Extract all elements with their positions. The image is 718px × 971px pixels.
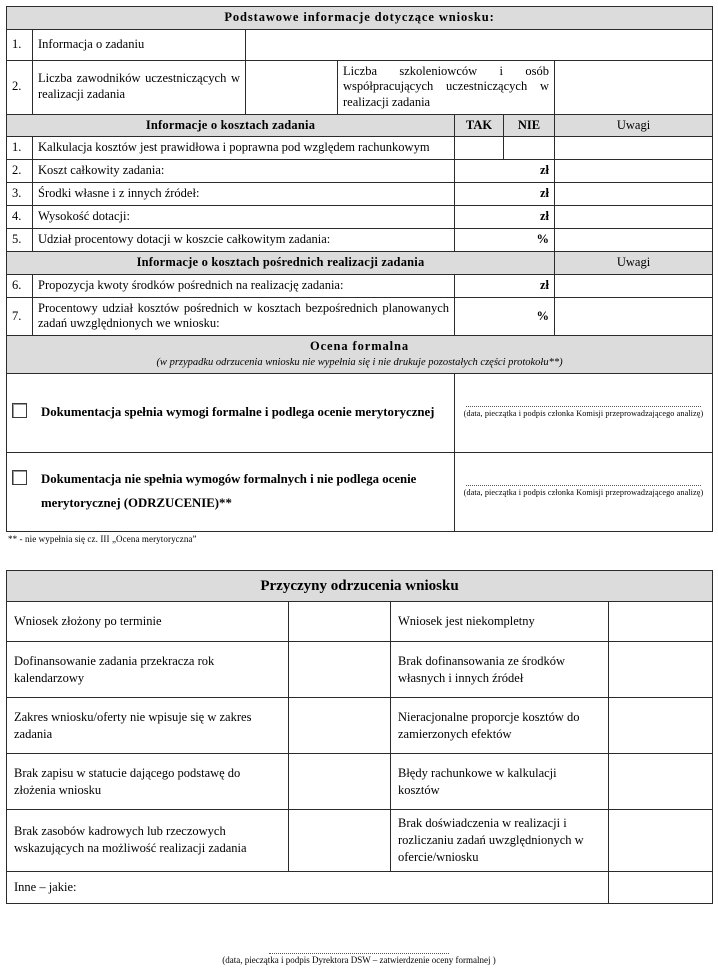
- checkbox-accept-icon[interactable]: [12, 403, 27, 418]
- reason-check-1-right[interactable]: [609, 602, 713, 642]
- row2-label-2: Liczba szkoleniowców i osób współpracujących uczestniczących w realizacji zadania: [338, 60, 555, 114]
- reason-check-1-left[interactable]: [289, 602, 391, 642]
- table-row: [7, 810, 713, 872]
- costs-row-4-label: Wysokość dotacji:: [33, 206, 455, 229]
- reason-check-2-left[interactable]: [289, 642, 391, 698]
- costs-row-3-uwagi-cell[interactable]: [555, 183, 713, 206]
- reason-label-3-right: Nieracjonalne proporcje kosztów do zamierzonych efektów: [391, 698, 609, 754]
- footnote: ** - nie wypełnia się cz. III „Ocena merytoryczna”: [8, 533, 197, 544]
- indirect-row-6-number: 6.: [7, 274, 33, 297]
- other-reason-row: [7, 871, 713, 903]
- costs-row-3-label: Środki własne i z innych źródeł:: [33, 183, 455, 206]
- costs-row-5: [7, 229, 713, 252]
- signature-line-2: [466, 485, 701, 486]
- costs-row-4-uwagi-cell[interactable]: [555, 206, 713, 229]
- signature-line-1: [466, 406, 701, 407]
- indirect-header-row: [7, 252, 713, 275]
- row1-number: 1.: [7, 29, 33, 60]
- indirect-row-6-uwagi-cell[interactable]: [555, 274, 713, 297]
- formal-option-1-row: [7, 373, 713, 452]
- reason-label-5-right: Brak doświadczenia w realizacji i rozliczaniu zadań uwzględnionych w ofercie/wniosku: [391, 810, 609, 872]
- costs-row-1-nie-cell[interactable]: [504, 137, 555, 160]
- director-signature-block: [0, 953, 718, 965]
- formal-assessment-header: [7, 336, 713, 374]
- table2-title: Przyczyny odrzucenia wniosku: [7, 570, 713, 601]
- costs-row-2-label: Koszt całkowity zadania:: [33, 160, 455, 183]
- reason-check-5-right[interactable]: [609, 810, 713, 872]
- costs-row-4-unit[interactable]: zł: [455, 206, 555, 229]
- reason-check-3-left[interactable]: [289, 698, 391, 754]
- checkbox-reject-icon[interactable]: [12, 470, 27, 485]
- costs-row-2-uwagi-cell[interactable]: [555, 160, 713, 183]
- costs-row-1-number: 1.: [7, 137, 33, 160]
- reason-check-3-right[interactable]: [609, 698, 713, 754]
- row2-value-field-left[interactable]: [246, 60, 338, 114]
- costs-row-1: [7, 137, 713, 160]
- indirect-row-7-unit[interactable]: %: [455, 297, 555, 335]
- rejection-reasons-table: [6, 570, 713, 904]
- indirect-row-7-number: 7.: [7, 297, 33, 335]
- formal-option-1-cell[interactable]: [7, 373, 455, 452]
- signature-caption-2: (data, pieczątka i podpis członka Komisji przeprowadzającego analizę): [463, 488, 704, 498]
- costs-row-5-unit[interactable]: %: [455, 229, 555, 252]
- costs-row-3-unit[interactable]: zł: [455, 183, 555, 206]
- formal-assessment-subtitle: (w przypadku odrzucenia wniosku nie wypełnia się i nie drukuje pozostałych części protokołu**): [156, 356, 563, 368]
- formal-option-2-cell[interactable]: [7, 452, 455, 531]
- reason-label-5-left: Brak zasobów kadrowych lub rzeczowych wskazujących na możliwość realizacji zadania: [7, 810, 289, 872]
- reason-check-2-right[interactable]: [609, 642, 713, 698]
- indirect-row-7-uwagi-cell[interactable]: [555, 297, 713, 335]
- reason-label-4-right: Błędy rachunkowe w kalkulacji kosztów: [391, 754, 609, 810]
- table2-title-row: [7, 570, 713, 601]
- costs-row-1-label: Kalkulacja kosztów jest prawidłowa i poprawna pod względem rachunkowym: [33, 137, 455, 160]
- formal-option-1-signature-cell[interactable]: [455, 373, 713, 452]
- other-reason-label[interactable]: Inne – jakie:: [7, 871, 609, 903]
- row1-value-field[interactable]: [246, 29, 713, 60]
- costs-row-1-tak-cell[interactable]: [455, 137, 504, 160]
- costs-row-3: [7, 183, 713, 206]
- costs-row-4-number: 4.: [7, 206, 33, 229]
- reason-check-4-left[interactable]: [289, 754, 391, 810]
- formal-option-2-row: [7, 452, 713, 531]
- costs-row-4: [7, 206, 713, 229]
- table1-title: Podstawowe informacje dotyczące wniosku:: [7, 7, 713, 30]
- indirect-header-title: Informacje o kosztach pośrednich realizacji zadania: [7, 252, 555, 275]
- reason-label-1-left: Wniosek złożony po terminie: [7, 602, 289, 642]
- costs-row-1-uwagi-cell[interactable]: [555, 137, 713, 160]
- row-informacja-o-zadaniu: [7, 29, 713, 60]
- reason-check-4-right[interactable]: [609, 754, 713, 810]
- table-row: [7, 642, 713, 698]
- row1-label: Informacja o zadaniu: [33, 29, 246, 60]
- costs-row-2-unit[interactable]: zł: [455, 160, 555, 183]
- reason-label-2-left: Dofinansowanie zadania przekracza rok kalendarzowy: [7, 642, 289, 698]
- reason-label-1-right: Wniosek jest niekompletny: [391, 602, 609, 642]
- costs-row-2-number: 2.: [7, 160, 33, 183]
- column-header-nie: NIE: [504, 114, 555, 137]
- section-gap: [6, 544, 712, 566]
- basic-information-table: [6, 6, 713, 532]
- table-row: [7, 698, 713, 754]
- reason-label-3-left: Zakres wniosku/oferty nie wpisuje się w zakres zadania: [7, 698, 289, 754]
- indirect-row-6-unit[interactable]: zł: [455, 274, 555, 297]
- reason-label-4-left: Brak zapisu w statucie dającego podstawę do złożenia wniosku: [7, 754, 289, 810]
- reason-label-2-right: Brak dofinansowania ze środków własnych i innych źródeł: [391, 642, 609, 698]
- formal-option-2-label: Dokumentacja nie spełnia wymogów formalnych i nie podlega ocenie merytorycznej (ODRZUCENIE)**: [41, 472, 417, 510]
- column-header-tak: TAK: [455, 114, 504, 137]
- table1-title-row: [7, 7, 713, 30]
- row2-value-field-right[interactable]: [555, 60, 713, 114]
- row2-label: Liczba zawodników uczestniczących w realizacji zadania: [33, 60, 246, 114]
- costs-row-2: [7, 160, 713, 183]
- table-row: [7, 602, 713, 642]
- table-row: [7, 754, 713, 810]
- other-reason-check[interactable]: [609, 871, 713, 903]
- indirect-header-uwagi: Uwagi: [555, 252, 713, 275]
- formal-option-2-signature-cell[interactable]: [455, 452, 713, 531]
- formal-assessment-header-row: [7, 336, 713, 374]
- formal-assessment-title: Ocena formalna: [309, 339, 410, 353]
- costs-row-5-label: Udział procentowy dotacji w koszcie całkowitym zadania:: [33, 229, 455, 252]
- indirect-row-7-label: Procentowy udział kosztów pośrednich w kosztach bezpośrednich planowanych zadań uwzględnionych we wniosku:: [33, 297, 455, 335]
- costs-header-title: Informacje o kosztach zadania: [7, 114, 455, 137]
- director-signature-line: [269, 953, 449, 954]
- reason-check-5-left[interactable]: [289, 810, 391, 872]
- indirect-row-6: [7, 274, 713, 297]
- director-signature-caption: (data, pieczątka i podpis Dyrektora DSW – zatwierdzenie oceny formalnej ): [222, 955, 496, 965]
- costs-row-5-uwagi-cell[interactable]: [555, 229, 713, 252]
- signature-caption-1: (data, pieczątka i podpis członka Komisji przeprowadzającego analizę): [463, 409, 704, 419]
- costs-row-3-number: 3.: [7, 183, 33, 206]
- formal-option-1-label: Dokumentacja spełnia wymogi formalne i podlega ocenie merytorycznej: [41, 404, 435, 419]
- indirect-row-7: [7, 297, 713, 335]
- indirect-row-6-label: Propozycja kwoty środków pośrednich na realizację zadania:: [33, 274, 455, 297]
- costs-header-row: [7, 114, 713, 137]
- column-header-uwagi: Uwagi: [555, 114, 713, 137]
- costs-row-5-number: 5.: [7, 229, 33, 252]
- row2-number: 2.: [7, 60, 33, 114]
- row-liczba-zawodnikow: [7, 60, 713, 114]
